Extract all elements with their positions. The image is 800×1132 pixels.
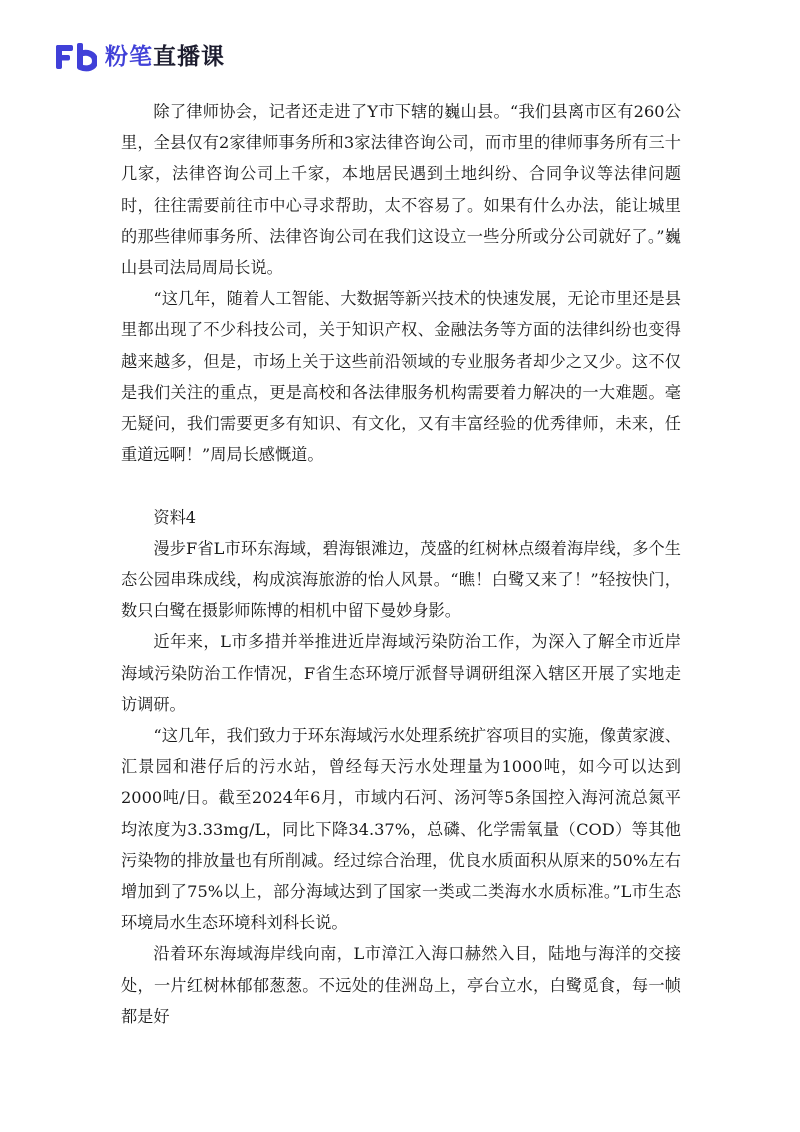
brand-name [105,42,225,72]
paragraph: “这几年，我们致力于环东海域污水处理系统扩容项目的实施，像黄家渡、汇景园和港仔后的污水站，曾经每天污水处理量为1000吨，如今可以达到2000吨/日。截至2024年6月，市域内石河、汤河等5条国控入海河流总氮平均浓度为3.33mg/L，同比下降34.37%，总磷、化学需氧量（COD）等其他污染物的排放量也有所削减。经过综合治理，优良水质面积从原来的50%左右增加到了75%以上，部分海域达到了国家一类或二类海水水质标准。”L市生态环境局水生态环境科刘科长说。 [121,726,681,933]
section-gap [121,470,681,501]
brand-name-part1: 粉笔 [105,44,153,70]
brand-logo [55,40,225,74]
section-title: 资料4 [153,507,197,527]
paragraph: 漫步F省L市环东海域，碧海银滩边，茂盛的红树林点缀着海岸线，多个生态公园串珠成线，构成滨海旅游的怡人风景。“瞧！白鹭又来了！”轻按快门，数只白鹭在摄影师陈博的相机中留下曼妙身影。 [121,538,681,621]
fenbi-logo-icon [55,42,97,72]
brand-name-part2: 直播课 [153,44,225,70]
paragraph: 沿着环东海域海岸线向南，L市漳江入海口赫然入目，陆地与海洋的交接处，一片红树林郁郁葱葱。不远处的佳洲岛上，亭台立水，白鹭觅食，每一帧都是好 [121,944,681,1026]
document-body [121,96,681,1032]
paragraph: 除了律师协会，记者还走进了Y市下辖的巍山县。“我们县离市区有260公里，全县仅有2家律师事务所和3家法律咨询公司，而市里的律师事务所有三十几家，法律咨询公司上千家，本地居民遇到土地纠纷、合同争议等法律问题时，往往需要前往市中心寻求帮助，太不容易了。如果有什么办法，能让城里的那些律师事务所、法律咨询公司在我们这设立一些分所或分公司就好了。”巍山县司法局周局长说。 [121,102,681,278]
paragraph: “这几年，随着人工智能、大数据等新兴技术的快速发展，无论市里还是县里都出现了不少科技公司，关于知识产权、金融法务等方面的法律纠纷也变得越来越多，但是，市场上关于这些前沿领域的专业服务者却少之又少。这不仅是我们关注的重点，更是高校和各法律服务机构需要着力解决的一大难题。毫无疑问，我们需要更多有知识、有文化，又有丰富经验的优秀律师，未来，任重道远啊！”周局长感慨道。 [121,289,681,465]
paragraph: 近年来，L市多措并举推进近岸海域污染防治工作，为深入了解全市近岸海域污染防治工作情况，F省生态环境厅派督导调研组深入辖区开展了实地走访调研。 [121,632,681,714]
